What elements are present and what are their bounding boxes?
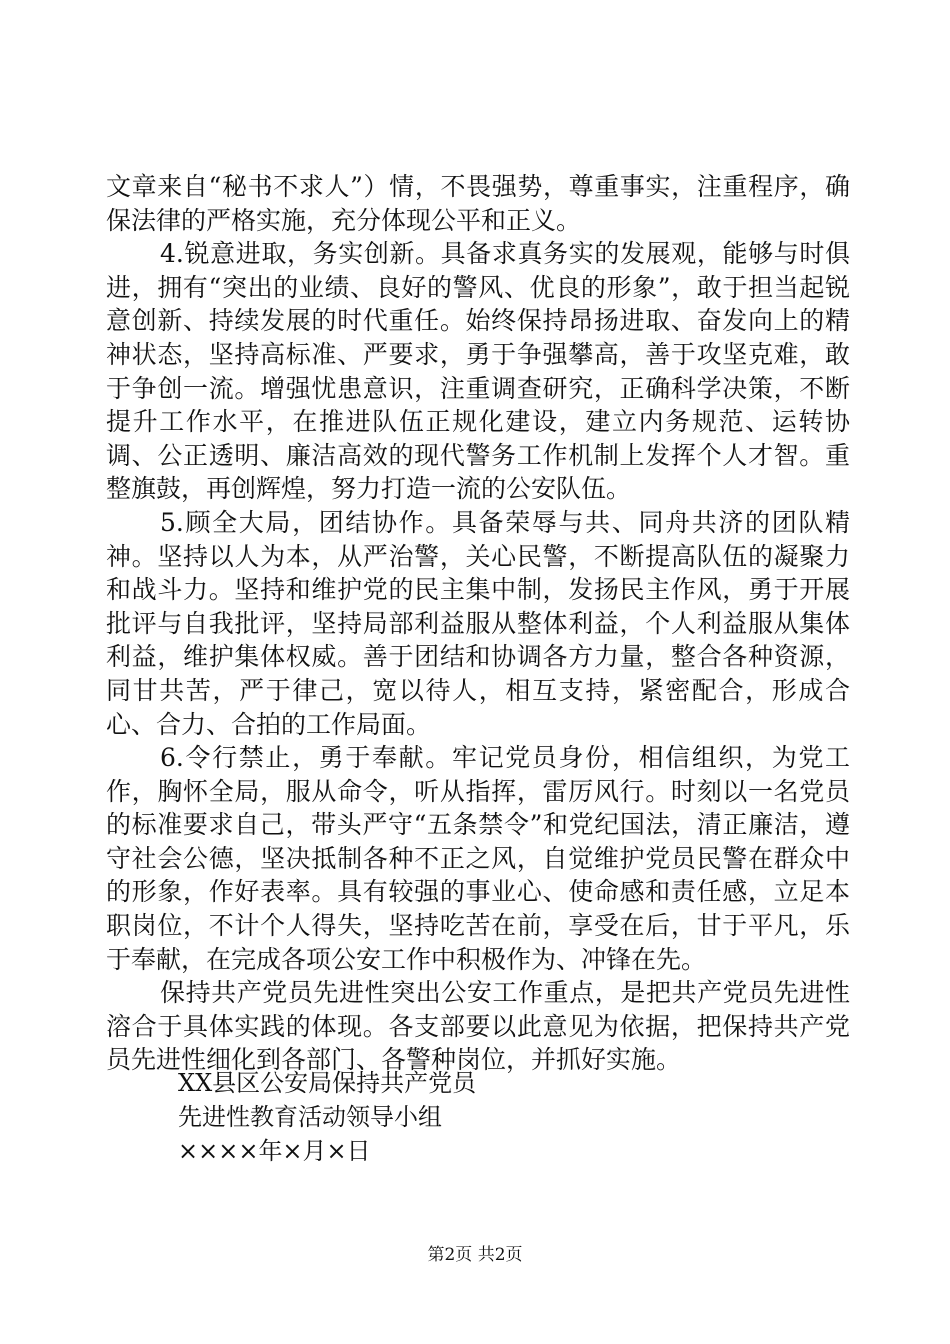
signature-organization-line2: 先进性教育活动领导小组 (178, 1103, 442, 1131)
signature-date: ××××年×月×日 (178, 1137, 371, 1165)
document-body (106, 170, 850, 1077)
paragraph-conclusion: 保持共产党员先进性突出公安工作重点，是把共产党员先进性溶合于具体实践的体现。各支部要以此意见为依据，把保持共产党员先进性细化到各部门、各警种岗位，并抓好实施。 (106, 978, 850, 1075)
paragraph-item-4: 4.锐意进取，务实创新。具备求真务实的发展观，能够与时俱进，拥有“突出的业绩、良好的警风、优良的形象”，敢于担当起锐意创新、持续发展的时代重任。始终保持昂扬进取、奋发向上的精神状态，坚持高标准、严要求，勇于争强攀高，善于攻坚克难，敢于争创一流。增强忧患意识，注重调查研究，正确科学决策，不断提升工作水平，在推进队伍正规化建设，建立内务规范、运转协调、公正透明、廉洁高效的现代警务工作机制上发挥个人才智。重整旗鼓，再创辉煌，努力打造一流的公安队伍。 (106, 239, 850, 504)
paragraph-item-5: 5.顾全大局，团结协作。具备荣辱与共、同舟共济的团队精神。坚持以人为本，从严治警，关心民警，不断提高队伍的凝聚力和战斗力。坚持和维护党的民主集中制，发扬民主作风，勇于开展批评与自我批评，坚持局部利益服从整体利益，个人利益服从集体利益，维护集体权威。善于团结和协调各方力量，整合各种资源，同甘共苦，严于律己，宽以待人，相互支持，紧密配合，形成合心、合力、合拍的工作局面。 (106, 507, 850, 739)
signature-organization-line1: XX县区公安局保持共产党员 (178, 1069, 477, 1097)
paragraph-item-6: 6.令行禁止，勇于奉献。牢记党员身份，相信组织，为党工作，胸怀全局，服从命令，听从指挥，雷厉风行。时刻以一名党员的标准要求自己，带头严守“五条禁令”和党纪国法，清正廉洁，遵守社会公德，坚决抵制各种不正之风，自觉维护党员民警在群众中的形象，作好表率。具有较强的事业心、使命感和责任感，立足本职岗位，不计个人得失，坚持吃苦在前，享受在后，甘于平凡，乐于奉献，在完成各项公安工作中积极作为、冲锋在先。 (106, 743, 850, 974)
page-number-footer: 第2页 共2页 (427, 1245, 523, 1265)
paragraph-continuation: 文章来自“秘书不求人”）情，不畏强势，尊重事实，注重程序，确保法律的严格实施，充分体现公平和正义。 (106, 172, 850, 235)
